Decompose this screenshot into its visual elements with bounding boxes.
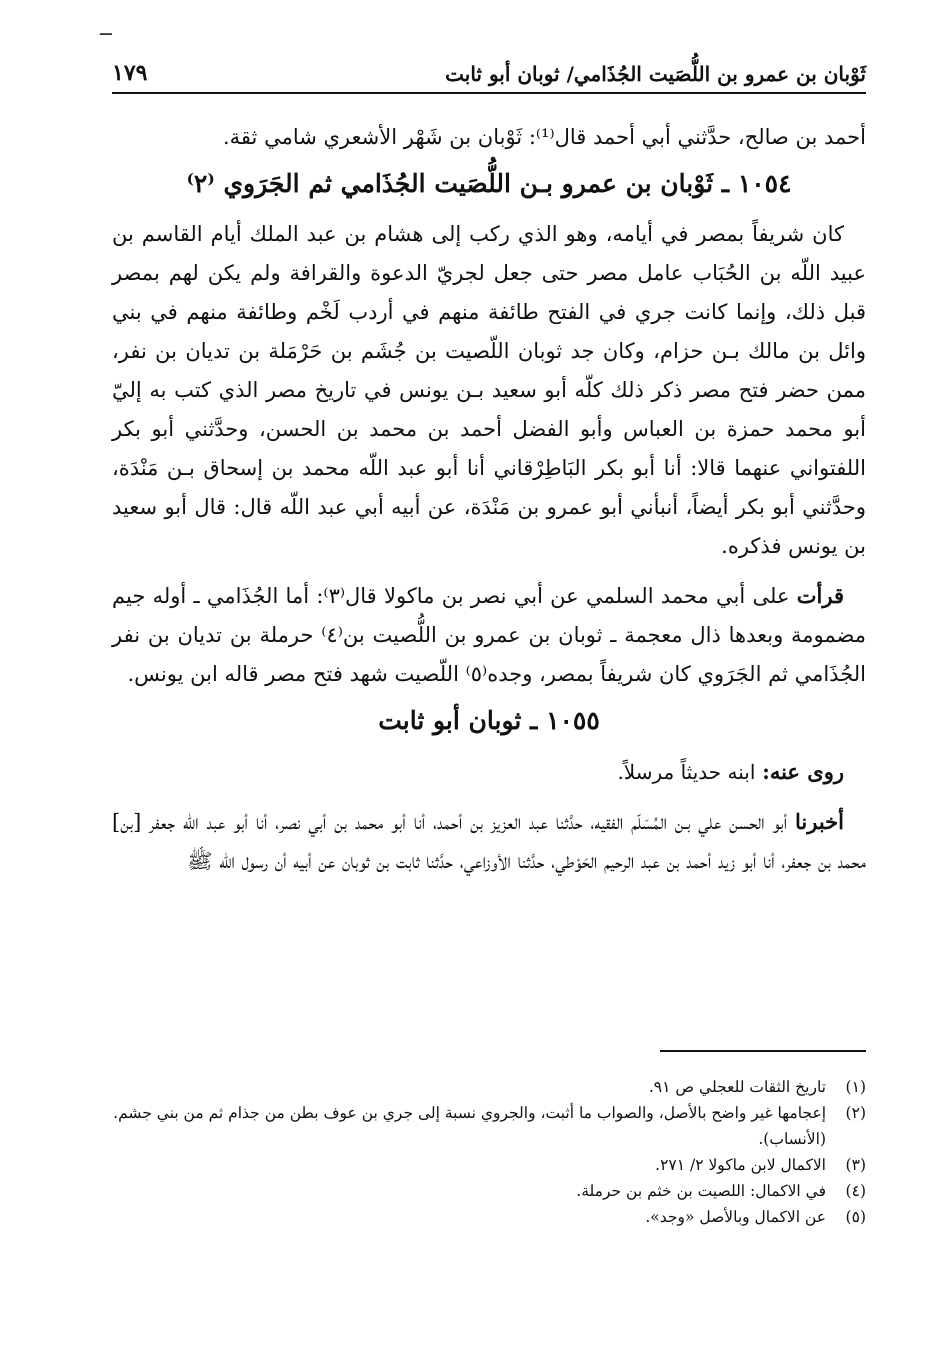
footnote-number: (٤) — [845, 1182, 866, 1200]
footnote-3 — [112, 1152, 866, 1178]
footnote-number: (٥) — [845, 1208, 866, 1226]
header-rule — [112, 92, 866, 94]
running-header — [112, 58, 866, 92]
footnote-4 — [112, 1178, 866, 1204]
footnote-1 — [112, 1074, 866, 1100]
footnote-5 — [112, 1204, 866, 1230]
entry-1055-heading: ١٠٥٥ ـ ثوبان أبو ثابت — [378, 706, 600, 735]
entry-1055-khabar — [112, 802, 866, 881]
footnote-text: تاريخ الثقات للعجلي ص ٩١. — [648, 1078, 826, 1096]
footnotes — [112, 1074, 866, 1230]
paragraph-gap — [112, 566, 866, 576]
narration-text: ابنه حديثاً مرسلاً. — [617, 760, 756, 784]
footnote-rule — [660, 1050, 866, 1052]
khabar-text: أبو الحسن علي بـن المُسَلّم الفقيه، حدَّثنا عبد العزيز بن أحمد، أنا أبو محمد بن أبي نصر، أنا أبو عبد اللّه جعفر [بن] محمد بن جعفر، أنا أبو زيد أحمد بن عبد الرحيم الحَوْطي، حدَّثنا الأوزاعي، حدَّثنا ثابت بن ثوبان عن أبيه أن رسول الله ﷺ — [112, 810, 866, 873]
footnote-text: إعجامها غير واضح بالأصل، والصواب ما أثبت، والجروي نسبة إلى جري بن عوف بطن من جذام ثم من بني جشم. (الأنساب). — [113, 1104, 826, 1148]
footnote-text: عن الاكمال وبالأصل «وجد». — [645, 1208, 826, 1226]
paragraph-gap — [112, 792, 866, 802]
narration-lead: روى عنه: — [762, 759, 844, 784]
footnote-text: الاكمال لابن ماكولا ٢/ ٢٧١. — [655, 1156, 826, 1174]
footnote-number: (٢) — [845, 1104, 866, 1122]
reading-text: على أبي محمد السلمي عن أبي نصر بن ماكولا قال⁽٣⁾: أما الجُذَامي ـ أوله جيم مضمومة وبعدها ذال معجمة ـ ثوبان بن عمرو بن اللُّصيت بن⁽٤⁾ حرملة بن تديان بن نفر الجُذَامي ثم الجَرَوي كان شريفاً بمصر، وجده⁽٥⁾ اللّصيت شهد فتح مصر قاله ابن يونس. — [112, 584, 867, 686]
footnote-number: (٣) — [845, 1156, 866, 1174]
entry-1054-reading — [112, 576, 866, 694]
footnote-2 — [112, 1100, 866, 1152]
footnote-text: في الاكمال: اللصيت بن خثم بن حرملة. — [576, 1182, 826, 1200]
intro-line: أحمد بن صالح، حدَّثني أبي أحمد قال⁽¹⁾: ثَوْبان بن شَهْر الأشعري شامي ثقة. — [223, 125, 866, 149]
footnote-number: (١) — [845, 1078, 866, 1096]
entry-1054-heading: ١٠٥٤ ـ ثَوْبان بن عمرو بـن اللُّصَيت الجُذَامي ثم الجَرَوي ⁽٢⁾ — [186, 169, 792, 198]
entry-1054-paragraph: كان شريفاً بمصر في أيامه، وهو الذي ركب إلى هشام بن عبد الملك أيام القاسم بن عبيد اللّه بن الحُبَاب عامل مصر حتى جعل لجريّ الدعوة والقرافة ولم يكن لهم بمصر قبل ذلك، وإنما كانت جري في الفتح طائفة منهم في أردب لَخْم وطائفة منهم في بني وائل بن مالك بـن حزام، وكان جد ثوبان اللّصيت بن جُشَم بن حَرْمَلة بن تديان بن نفر، ممن حضر فتح مصر ذكر ذلك كلّه أبو سعيد بـن يونس في تاريخ مصر الذي كتب به إليّ أبو محمد حمزة بن العباس وأبو الفضل أحمد بن محمد بن الحسن، وحدَّثني أبو بكر اللفتواني عنهما قالا: أنا أبو بكر البَاطِرْقاني أنا أبو عبد اللّه محمد بن إسحاق بـن مَنْدَة، وحدَّثني أبو بكر أيضاً، أنبأني أبو عمرو بن مَنْدَة، عن أبيه أبي عبد اللّه قال: قال أبو سعيد بن يونس فذكره. — [112, 222, 866, 558]
entry-1055-narration — [112, 752, 866, 792]
khabar-lead-word: أخبرنا — [795, 809, 844, 834]
top-corner-mark: ــ — [100, 16, 112, 40]
reading-lead-word: قرأت — [796, 583, 844, 608]
page-number: ١٧٩ — [112, 60, 148, 86]
running-title: ثَوْبان بن عمرو بن اللُّصَيت الجُذَامي/ ثوبان أبو ثابت — [445, 62, 866, 86]
main-text — [112, 118, 866, 881]
